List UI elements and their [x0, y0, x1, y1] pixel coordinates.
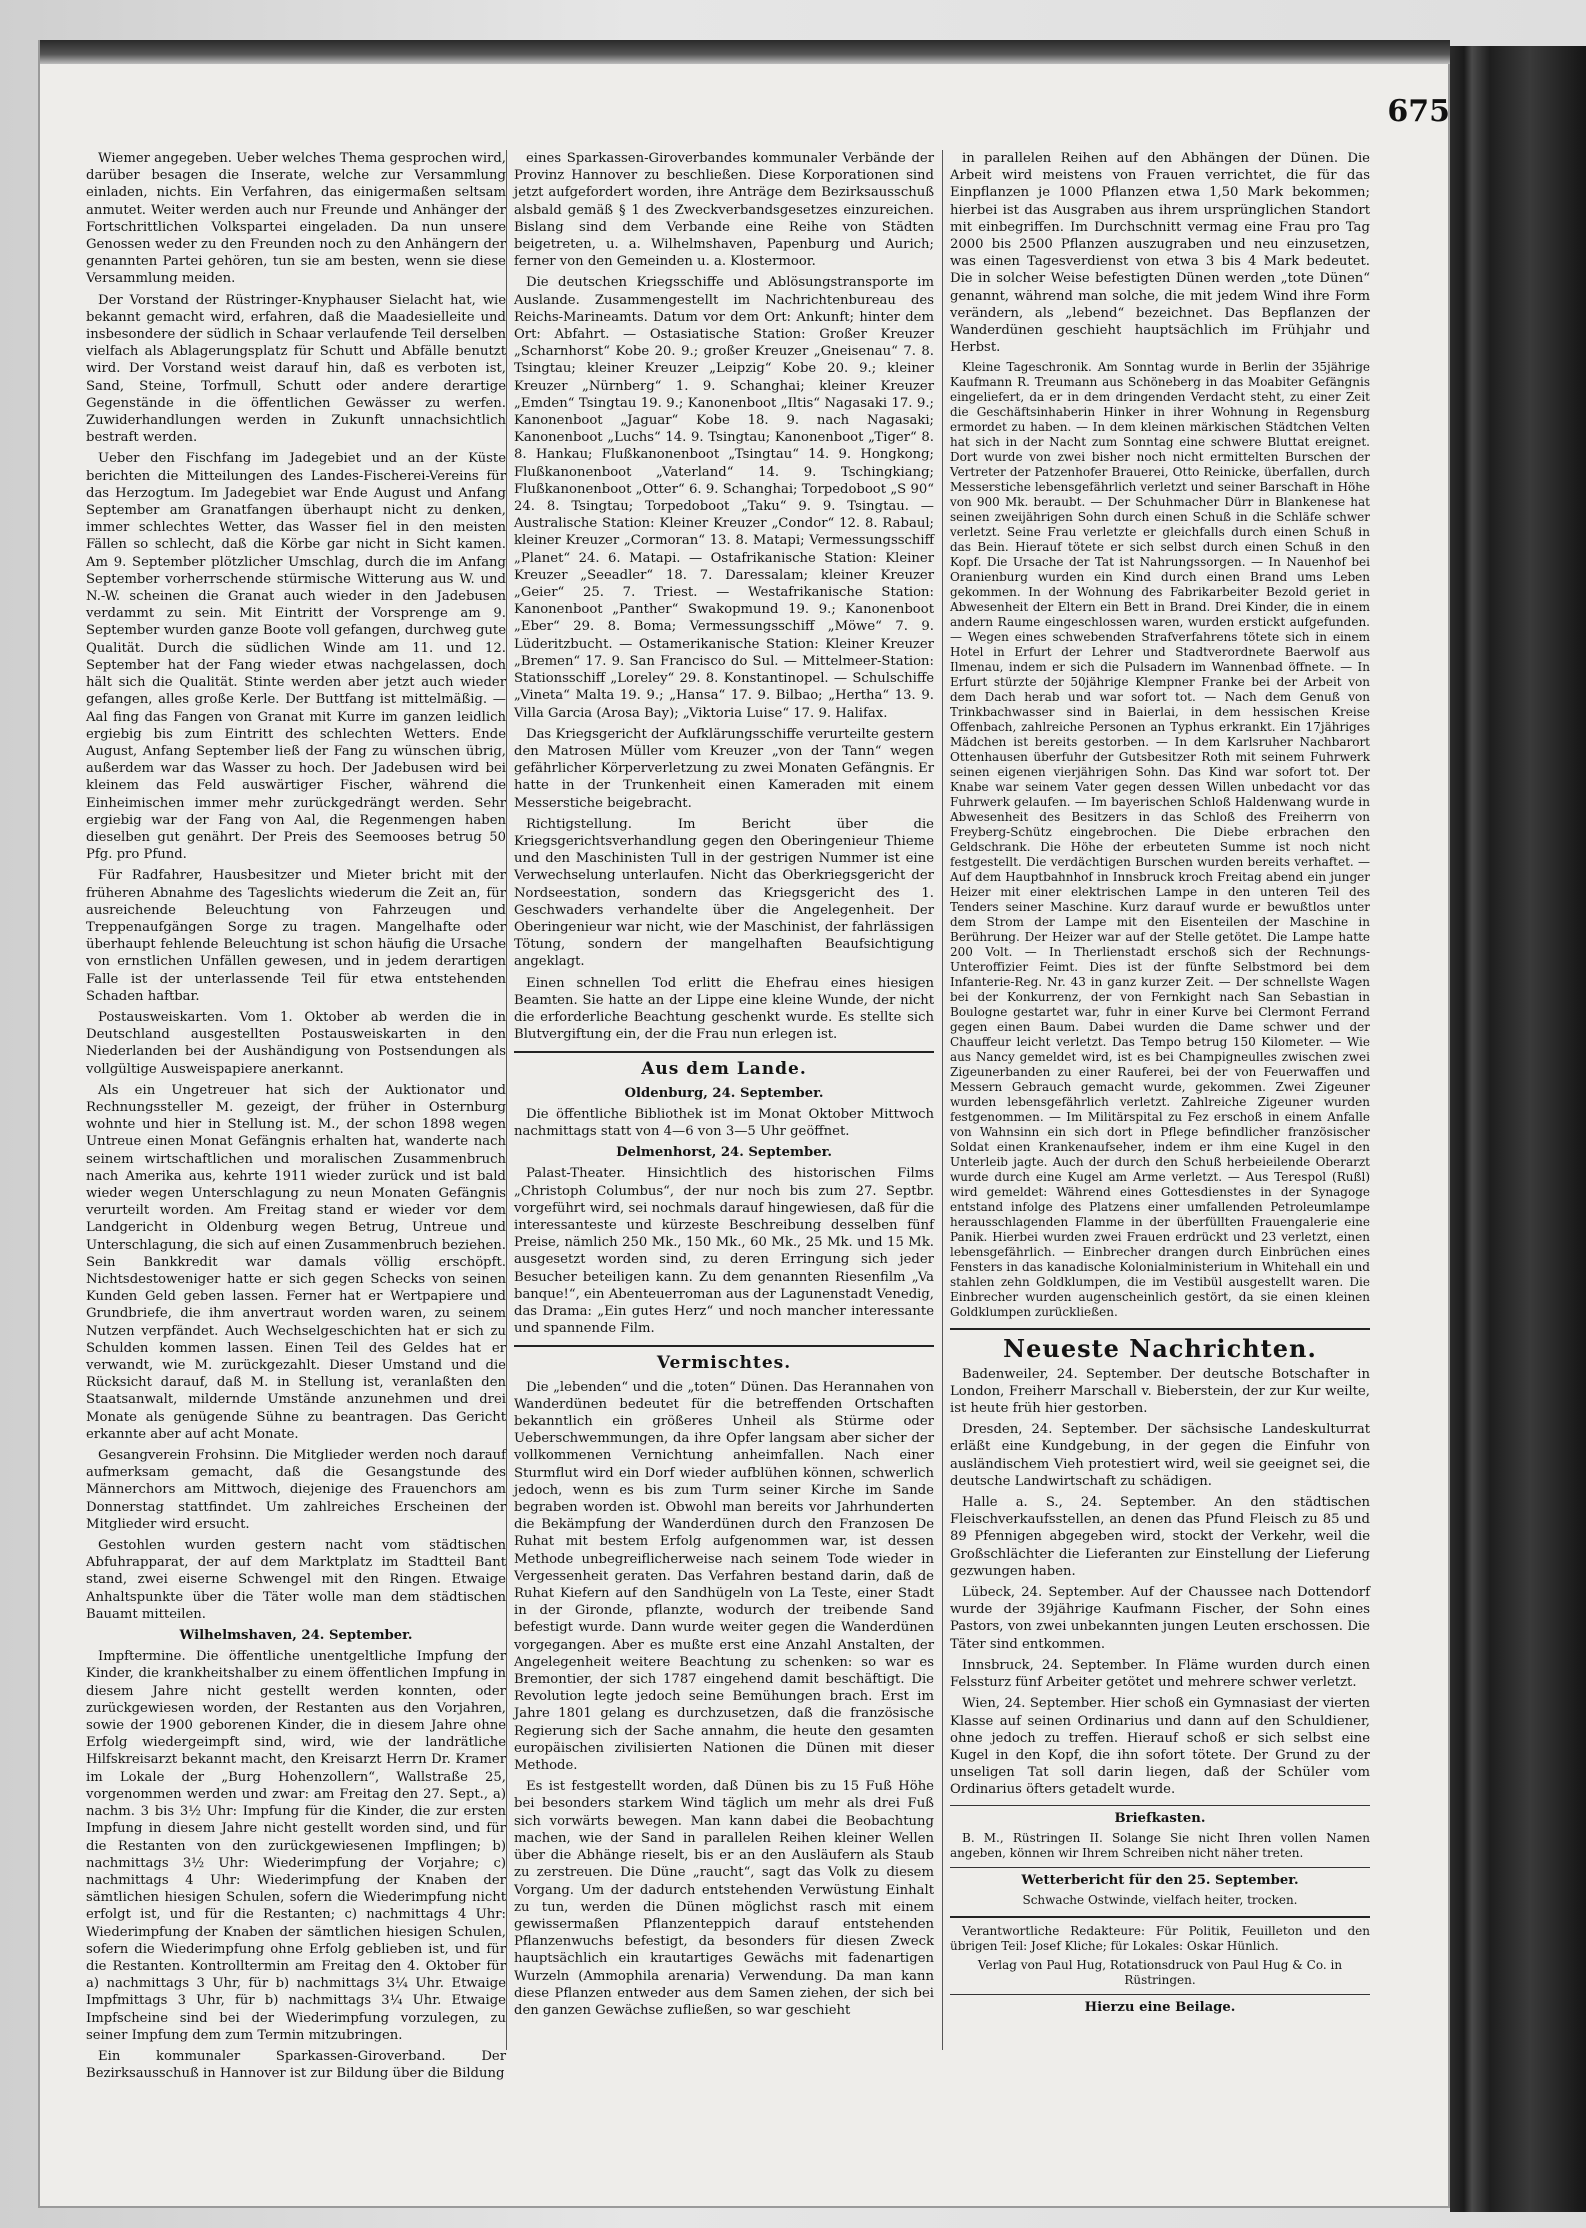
article-text: B. M., Rüstringen II. Solange Sie nicht Ihren vollen Namen angeben, können wir Ihrem Schreiben nicht näher treten.	[950, 1830, 1370, 1860]
article-text: Wiemer angegeben. Ueber welches Thema gesprochen wird, darüber besagen die Inserate, welche zur Versammlung einladen, nichts. Ein Verfahren, das einigermaßen seltsam anmutet. Weiter werden auch nur Freunde und Anhänger der Fortschrittlichen Volkspartei eingeladen. Da nun unsere Genossen weder zu den Freunden noch zu den Anhängern der genannten Partei gehören, tun sie am besten, wenn sie diese Versammlung meiden.	[86, 151, 506, 287]
imprint: Verantwortliche Redakteure: Für Politik, Feuilleton und den übrigen Teil: Josef Kliche; für Lokales: Oskar Hünlich.	[950, 1923, 1370, 1953]
article-text: Es ist festgestellt worden, daß Dünen bis zu 15 Fuß Höhe bei besonders starkem Wind täglich um mehr als drei Fuß sich vorwärts bewegen. Man kann dabei die Beobachtung machen, wie der Sand in parallelen Reihen kleiner Wellen über die Abhänge rieselt, bis er an den Ausläufern als Staub zu zerstreuen. Die Düne „raucht“, sagt das Volk zu diesem Vorgang. Um der dadurch entstehenden Verwüstung Einhalt zu tun, werden die Dünen möglichst rasch mit einem gewissermaßen Pflanzenteppich darauf entstehenden Pflanzenwuchs befestigt, da besonders für diesen Zweck hauptsächlich ein krautartiges Gewächs mit fadenartigen Wurzeln (Ammophila arenaria) Verwendung. Da man kann diese Pflanzen entweder aus dem Samen ziehen, der sich bei den ganzen Gewächse zufließen, so war geschieht	[514, 1779, 934, 2018]
dateline: Oldenburg, 24. September.	[624, 1085, 824, 1101]
section-rule	[950, 1994, 1370, 1995]
news-item: Wien, 24. September. Hier schoß ein Gymnasiast der vierten Klasse auf seinen Ordinarius und dann auf den Schuldiener, ohne jedoch zu treffen. Hierauf schoß er sich selbst eine Kugel in den Kopf, die ihn sofort tötete. Der Grund zu der unseligen Tat soll darin liegen, daß der Schüler vom Ordinarius öfters getadelt wurde.	[950, 1696, 1370, 1798]
section-heading: Neueste Nachrichten.	[1003, 1334, 1317, 1364]
article-text: Postausweiskarten. Vom 1. Oktober ab werden die in Deutschland ausgestellten Postausweiskarten in den Niederlanden bei der Aushändigung von Postsendungen als vollgültige Ausweispapiere anerkannt.	[86, 1009, 506, 1077]
column-2	[514, 150, 934, 2060]
page-number: 675	[1387, 94, 1450, 129]
article-text: Als ein Ungetreuer hat sich der Auktionator und Rechnungssteller M. gezeigt, der früher in Osternburg wohnte und hier in Stellung ist. M., der schon 1898 wegen Untreue einen Monat Gefängnis erhalten hat, wanderte nach seinem wirtschaftlichen und moralischen Zusammenbruch nach Amerika aus, kehrte 1911 wieder zurück und ist bald wieder wegen Unterschlagung zu neun Monaten Gefängnis verurteilt worden. Am Freitag stand er wieder vor dem Landgericht in Oldenburg wegen Betrug, Untreue und Unterschlagung, die sich auf einen Zusammenbruch beziehen. Sein Bankkredit war damals völlig erschöpft. Nichtsdestoweniger hatte er sich gegen Schecks von seinen Kunden Geld geben lassen. Ferner hat er Wertpapiere und Grundbriefe, die ihm anvertraut worden waren, zu seinem Nutzen verpfändet. Auch Wechselgeschichten hat er sich zu Schulden kommen lassen. Einen Teil des Geldes hat er verwandt, wie M. zurückgezahlt. Dieser Umstand und die Rücksicht darauf, daß M. in Stellung ist, veranlaßten den Staatsanwalt, mildernde Umstände anzunehmen und drei Monate als genügende Sühne zu beantragen. Das Gericht erkannte aber auf acht Monate.	[86, 1082, 506, 1442]
weather-text: Schwache Ostwinde, vielfach heiter, trocken.	[1022, 1892, 1298, 1907]
column-3	[950, 150, 1370, 2060]
article-text: Das Kriegsgericht der Aufklärungsschiffe verurteilte gestern den Matrosen Müller vom Kreuzer „von der Tann“ wegen gefährlicher Körperverletzung zu zwei Monaten Gefängnis. Er hatte in der Trunkenheit einen Kameraden mit einem Messerstiche beigebracht.	[514, 726, 934, 811]
column-1	[86, 150, 506, 2082]
section-rule	[950, 1805, 1370, 1806]
section-heading: Briefkasten.	[1114, 1810, 1206, 1826]
dateline: Delmenhorst, 24. September.	[616, 1145, 832, 1161]
article-text: Gesangverein Frohsinn. Die Mitglieder werden noch darauf aufmerksam gemacht, daß die Gesangstunde des Männerchors am Mittwoch, diejenige des Frauenchors am Donnerstag stattfindet. Um zahlreiches Erscheinen der Mitglieder wird ersucht.	[86, 1448, 506, 1532]
section-rule	[514, 1345, 934, 1347]
article-text: Für Radfahrer, Hausbesitzer und Mieter bricht mit der früheren Abnahme des Tageslichts wiederum die Zeit an, für ausreichende Beleuchtung von Fahrzeugen und Treppenaufgängen Sorge zu tragen. Mangelhafte oder überhaupt fehlende Beleuchtung ist schon häufig die Ursache von ernstlichen Unfällen gewesen, und in jedem derartigen Falle ist der unterlassende Teil für etwa entstehenden Schaden haftbar.	[86, 868, 506, 1004]
column-rule	[942, 150, 943, 2050]
article-text: Ein kommunaler Sparkassen-Giroverband. Der Bezirksausschuß in Hannover ist zur Bildung über die Bildung	[86, 2048, 506, 2082]
article-text: Die deutschen Kriegsschiffe und Ablösungstransporte im Auslande. Zusammengestellt im Nachrichtenbureau des Reichs-Marineamts. Datum vor dem Ort: Ankunft; hinter dem Ort: Abfahrt. — Ostasiatische Station: Großer Kreuzer „Scharnhorst“ Kobe 20. 9.; großer Kreuzer „Gneisenau“ 7. 8. Tsingtau; kleiner Kreuzer „Leipzig“ Kobe 20. 9.; kleiner Kreuzer „Nürnberg“ 1. 9. Schanghai; kleiner Kreuzer „Emden“ Tsingtau 19. 9.; Kanonenboot „Iltis“ Nagasaki 17. 9.; Kanonenboot „Jaguar“ Kobe 18. 9. nach Nagasaki; Kanonenboot „Luchs“ 14. 9. Tsingtau; Kanonenboot „Tiger“ 8. 8. Hankau; Flußkanonenboot „Tsingtau“ 14. 9. Hongkong; Flußkanonenboot „Vaterland“ 14. 9. Tschingkiang; Flußkanonenboot „Otter“ 6. 9. Schanghai; Torpedoboot „S 90“ 24. 8. Tsingtau; Torpedoboot „Taku“ 9. 9. Tsingtau. — Australische Station: Kleiner Kreuzer „Condor“ 12. 8. Rabaul; kleiner Kreuzer „Cormoran“ 13. 8. Matapi; Vermessungsschiff „Planet“ 24. 6. Matapi. — Ostafrikanische Station: Kleiner Kreuzer „Seeadler“ 18. 7. Daressalam; kleiner Kreuzer „Geier“ 25. 7. Triest. — Westafrikanische Station: Kanonenboot „Panther“ Swakopmund 19. 9.; Kanonenboot „Eber“ 29. 8. Boma; Vermessungsschiff „Möwe“ 7. 9. Lüderitzbucht. — Ostamerikanische Station: Kleiner Kreuzer „Bremen“ 17. 9. San Francisco do Sul. — Mittelmeer-Station: Stationsschiff „Loreley“ 29. 8. Konstantinopel. — Schulschiffe „Vineta“ Malta 19. 9.; „Hansa“ 17. 9. Bilbao; „Hertha“ 13. 9. Villa Garcia (Arosa Bay); „Viktoria Luise“ 17. 9. Halifax.	[514, 275, 934, 721]
news-item: Innsbruck, 24. September. In Fläme wurden durch einen Felssturz fünf Arbeiter getötet und mehrere schwer verletzt.	[950, 1657, 1370, 1691]
news-item: Dresden, 24. September. Der sächsische Landeskulturrat erläßt eine Kundgebung, in der gegen die Einfuhr von ausländischem Vieh protestiert wird, weil sie geeignet sei, die deutsche Landwirtschaft zu schädigen.	[950, 1422, 1370, 1489]
news-item: Halle a. S., 24. September. An den städtischen Fleischverkaufsstellen, an denen das Pfund Fleisch zu 85 und 89 Pfennigen abgegeben wird, stockt der Verkehr, weil die Großschlächter die Lieferanten zur Einstellung der Lieferung gezwungen haben.	[950, 1495, 1370, 1579]
section-rule	[514, 1051, 934, 1053]
article-text: Richtigstellung. Im Bericht über die Kriegsgerichtsverhandlung gegen den Oberingenieur Thieme und den Maschinisten Tull in der gestrigen Nummer ist eine Verwechselung unterlaufen. Nicht das Oberkriegsgericht der Nordseestation, sondern das Kriegsgericht des 1. Geschwaders verhandelte über die Angelegenheit. Der Oberingenieur war nicht, wie der Maschinist, der fahrlässigen Tötung, sondern der mangelhaften Beaufsichtigung angeklagt.	[514, 816, 934, 970]
article-text: Gestohlen wurden gestern nacht vom städtischen Abfuhrapparat, der auf dem Marktplatz im Stadtteil Bant stand, zwei eiserne Schwengel mit den Ringen. Etwaige Anhaltspunkte über die Täter wolle man dem städtischen Bauamt mitteilen.	[86, 1538, 506, 1622]
article-text: Palast-Theater. Hinsichtlich des historischen Films „Christoph Columbus“, der nur noch bis zum 27. Septbr. vorgeführt wird, sei nochmals darauf hingewiesen, daß für die interessanteste und kürzeste Beschreibung desselben fünf Preise, nämlich 250 Mk., 150 Mk., 60 Mk., 25 Mk. und 15 Mk. ausgesetzt worden sind, zu deren Erringung sich jeder Besucher beteiligen kann. Zu dem genannten Riesenfilm „Va banque!“, ein Abenteuerroman aus der Lagunenstadt Venedig, das Drama: „Ein gutes Herz“ und noch mancher interessante und spannende Film.	[514, 1166, 934, 1337]
article-text: Einen schnellen Tod erlitt die Ehefrau eines hiesigen Beamten. Sie hatte an der Lippe eine kleine Wunde, der nicht die erforderliche Beachtung geschenkt wurde. Es stellte sich Blutvergiftung ein, der die Frau nun erlegen ist.	[514, 975, 934, 1043]
news-item: Lübeck, 24. September. Auf der Chaussee nach Dottendorf wurde der 39jährige Kaufmann Fischer, der Sohn eines Pastors, von zwei unbekannten jungen Leuten erschossen. Die Täter sind entkommen.	[950, 1585, 1370, 1652]
article-text: Die „lebenden“ und die „toten“ Dünen. Das Herannahen von Wanderdünen bedeutet für die betreffenden Ortschaften bekanntlich ein größeres Unheil als Stürme oder Ueberschwemmungen, da ihre Opfer langsam aber sicher der vollkommenen Vernichtung anheimfallen. Nach einer Sturmflut wird ein Dorf wieder aufblühen können, schwerlich jedoch, wenn es bis zum Turm seiner Kirche im Sande begraben worden ist. Obwohl man bereits vor Jahrhunderten die Bekämpfung der Wanderdünen durch den Franzosen De Ruhat mit bestem Erfolg aufgenommen war, ist dessen Methode unbegreiflicherweise nach seinem Tode wieder in Vergessenheit geraten. Das Verfahren bestand darin, daß de Ruhat Kiefern auf den Sandhügeln von La Teste, einer Stadt in der Gironde, pflanzte, wodurch der treibende Sand befestigt wurde. Dann wurde weiter gegen die Wanderdünen vorgegangen. Aber es mußte erst eine Anzahl Anstalten, der Angelegenheit weitere Beachtung zu schenken: so war es Bremontier, der sich 1787 eingehend damit beschäftigt. Die Revolution legte jedoch seine Bemühungen brach. Erst im Jahre 1801 gelang es durchzusetzen, daß die französische Regierung sich der Sache annahm, die heute den gesamten europäischen zivilisierten Nationen die Dünen mit dieser Methode.	[514, 1379, 934, 1774]
news-item: Badenweiler, 24. September. Der deutsche Botschafter in London, Freiherr Marschall v. Bieberstein, der zur Kur weilte, ist heute früh hier gestorben.	[950, 1366, 1370, 1417]
book-binding-edge	[1450, 46, 1586, 2212]
column-rule	[506, 150, 507, 2050]
dateline: Wilhelmshaven, 24. September.	[179, 1628, 413, 1644]
section-rule	[950, 1867, 1370, 1868]
article-text: Der Vorstand der Rüstringer-Knyphauser Sielacht hat, wie bekannt gemacht wird, erfahren, daß die Maadesielleite und insbesondere der südlich in Schaar verlaufende Teil derselben vielfach als Ablagerungsplatz für Schutt und Abfälle benutzt wird. Der Vorstand weist darauf hin, daß es verboten ist, Sand, Steine, Torfmull, Schutt oder andere derartige Gegenstände in die öffentlichen Gewässer zu werfen. Zuwiderhandlungen werden in Zukunft unnachsichtlich bestraft werden.	[86, 292, 506, 446]
section-rule	[950, 1916, 1370, 1918]
article-text: Impftermine. Die öffentliche unentgeltliche Impfung der Kinder, die krankheitshalber zu einem öffentlichen Impfung in diesem Jahre nicht gestellt werden konnten, oder zurückgewiesen worden, der Restanten aus den Vorjahren, sowie der 1900 geborenen Kinder, die in diesem Jahre ohne Erfolg wiedergeimpft sind, wird, wie der landrätliche Hilfskreisarzt bekannt macht, den Kreisarzt Herrn Dr. Kramer im Lokale der „Burg Hohenzollern“, Wallstraße 25, vorgenommen werden und zwar: am Freitag den 27. Sept., a) nachm. 3 bis 3½ Uhr: Impfung für die Kinder, die zur ersten Impfung in diesem Jahre nicht gestellt worden sind, und für die Restanten von den zurückgewiesenen Impflingen; b) nachmittags 3½ Uhr: Wiederimpfung der Vorjahre; c) nachmittags 4 Uhr: Wiederimpfung der Knaben der sämtlichen hiesigen Schulen, sofern die Wiederimpfung nicht erfolgt ist, und für die Restanten; c) nachmittags 4 Uhr: Wiederimpfung der Knaben der sämtlichen hiesigen Schulen, sofern die Wiederimpfung ohne Erfolg geblieben ist, und für die Restanten. Kontrolltermin am Freitag den 4. Oktober für a) nachmittags 3 Uhr, für b) nachmittags 3¼ Uhr. Etwaige Impfmittags 3 Uhr, für b) nachmittags 3¼ Uhr. Etwaige Impfscheine sind bei der Wiederimpfung vorzulegen, zu seiner Impfung dem zum Termin mitzubringen.	[86, 1649, 506, 2043]
page-top-edge	[40, 40, 1450, 64]
article-text: in parallelen Reihen auf den Abhängen der Dünen. Die Arbeit wird meistens von Frauen verrichtet, die für das Einpflanzen je 1000 Pflanzen etwa 1,50 Mark bekommen; hierbei ist das Ausgraben aus ihrem ursprünglichen Standort mit einbegriffen. Im Durchschnitt vermag eine Frau pro Tag 2000 bis 2500 Pflanzen auszugraben und neu einzusetzen, was einen Tagesverdienst von etwa 3 bis 4 Mark bedeutet. Die in solcher Weise befestigten Dünen werden „tote Dünen“ genannt, während man solche, die mit jedem Wind ihre Form verändern, als „lebend“ bezeichnet. Das Bepflanzen der Wanderdünen geschieht hauptsächlich im Frühjahr und Herbst.	[950, 151, 1370, 356]
section-heading: Aus dem Lande.	[641, 1059, 807, 1080]
section-heading: Vermischtes.	[656, 1353, 792, 1374]
section-rule	[950, 1328, 1370, 1330]
section-heading: Wetterbericht für den 25. September.	[1021, 1872, 1299, 1888]
supplement-note: Hierzu eine Beilage.	[1084, 1999, 1236, 2015]
imprint: Verlag von Paul Hug, Rotationsdruck von Paul Hug & Co. in Rüstringen.	[977, 1957, 1343, 1987]
article-text: Ueber den Fischfang im Jadegebiet und an der Küste berichten die Mitteilungen des Landes-Fischerei-Vereins für das Herzogtum. Im Jadegebiet war Ende August und Anfang September am Granatfangen überhaupt nicht zu denken, immer schlechtes Wetter, das Wasser fiel in den meisten Fällen so schlecht, daß die Körbe gar nicht in Sicht kamen. Am 9. September plötzlicher Umschlag, durch die im Anfang September vorherrschende stürmische Witterung aus W. und N.-W. scheinen die Granat auch wieder in den Jadebusen verdammt zu sein. Mit Eintritt der Vorsprenge am 9. September wurden ganze Boote voll gefangen, durchweg gute Qualität. Durch die südlichen Winde am 11. und 12. September hat der Fang wieder etwas nachgelassen, doch hält sich die Qualität. Stinte werden aber jetzt auch wieder gefangen, alles große Kerle. Der Buttfang ist mittelmäßig. — Aal fing das Fangen von Granat mit Kurre im ganzen leidlich ergiebig bis zum Eintritt des schlechten Wetters. Ende August, Anfang September ließ der Fang zu wünschen übrig, außerdem war das Wasser zu hoch. Der Jadebusen wird bei kleinem das Feld auswärtiger Fischer, während die Einheimischen immer mehr zurückgedrängt werden. Sehr ergiebig war der Fang von Aal, die Regenmengen haben dieselben gut genährt. Der Preis des Seemooses betrug 50 Pfg. pro Pfund.	[86, 451, 506, 863]
article-text: eines Sparkassen-Giroverbandes kommunaler Verbände der Provinz Hannover zu beschließen. Diese Korporationen sind jetzt aufgefordert worden, ihre Anträge dem Bezirksausschuß alsbald gemäß § 1 des Zweckverbandsgesetzes einzureichen. Bislang sind dem Verbande eine Reihe von Städten beigetreten, u. a. Wilhelmshaven, Papenburg und Aurich; ferner von den Gemeinden u. a. Klostermoor.	[514, 151, 934, 270]
article-text: Kleine Tageschronik. Am Sonntag wurde in Berlin der 35jährige Kaufmann R. Treumann aus Schöneberg in das Moabiter Gefängnis eingeliefert, da er in dem dringenden Verdacht steht, zu einer Zeit die Geschäftsinhaberin Hinker in ihrer Wohnung in Regensburg ermordet zu haben. — In dem kleinen märkischen Städtchen Velten hat sich in der Nacht zum Sonntag eine schwere Bluttat ereignet. Dort wurde von zwei bisher noch nicht ermittelten Burschen der Vertreter der Patzenhofer Brauerei, Otto Reinicke, überfallen, durch Messerstiche lebensgefährlich verletzt und seiner Barschaft in Höhe von 900 Mk. beraubt. — Der Schuhmacher Dürr in Blankenese hat seinen zweijährigen Sohn durch einen Schuß in die Schläfe schwer verletzt. Seine Frau verletzte er gleichfalls durch einen Schuß in das Bein. Hierauf tötete er sich selbst durch einen Schuß in den Kopf. Die Ursache der Tat ist Nahrungssorgen. — In Nauenhof bei Oranienburg wurden ein Kind durch einen Brand ums Leben gekommen. In der Wohnung des Fabrikarbeiter Bezold geriet in Abwesenheit der Eltern ein Bett in Brand. Drei Kinder, die in einem andern Raume eingeschlossen waren, wurden erstickt aufgefunden. — Wegen eines schwebenden Strafverfahrens tötete sich in einem Hotel in Erfurt der Lehrer und Stadtverordnete Baerwolf aus Ilmenau, indem er sich die Pulsadern im Wannenbad öffnete. — In Erfurt stürzte der 50jährige Klempner Franke bei der Arbeit von dem Dach herab und war sofort tot. — Nach dem Genuß von Trinkbachwasser sind in Baierlai, in dem hessischen Kreise Offenbach, zahlreiche Personen an Typhus erkrankt. Ein 17jähriges Mädchen ist bereits gestorben. — In dem Karlsruher Nachbarort Ottenhausen überfuhr der Gutsbesitzer Roth mit seinem Fuhrwerk seinen eigenen vierjährigen Sohn. Das Kind war sofort tot. Der Knabe war seinem Vater gegen dessen Willen unbedacht vor das Fuhrwerk gelaufen. — Im bayerischen Schloß Haldenwang wurde in Abwesenheit des Besitzers in das Schloß des Freiherrn von Freyberg-Schütz eingebrochen. Die Diebe erbrachen den Geldschrank. Die Höhe der erbeuteten Summe ist noch nicht festgestellt. Die verdächtigen Burschen wurden bereits verhaftet. — Auf dem Hauptbahnhof in Innsbruck kroch Freitag abend ein junger Heizer mit einer elektrischen Lampe in den unteren Teil des Tenders seiner Maschine. Kurz darauf wurde er bewußtlos unter dem Strom der Lampe mit den Eisenteilen der Maschine in Berührung. Der Heizer war auf der Stelle getötet. Die Lampe hatte 200 Volt. — In Therlienstadt erschoß sich der Rechnungs-Unteroffizier Feimt. Dies ist der fünfte Selbstmord bei dem Infanterie-Reg. Nr. 43 in ganz kurzer Zeit. — Der schnellste Wagen bei der Konkurrenz, der von Fernkight nach San Sebastian in Boulogne gestartet war, fuhr in einer Kurve bei Clermont Ferrand gegen einen Baum. Dabei wurden die Dame schwer und der Chauffeur leicht verletzt. Das Tempo betrug 150 Kilometer. — Wie aus Nancy gemeldet wird, ist es bei Champigneulles zwischen zwei Zigeunerbanden zu einer Rauferei, bei der von Feuerwaffen und Messern Gebrauch gemacht wurde, gekommen. Zwei Zigeuner wurden lebensgefährlich verletzt. Zahlreiche Zigeuner wurden festgenommen. — Im Militärspital zu Fez erschoß in einem Anfalle von Wahnsinn ein sich dort in Pflege befindlicher französischer Soldat einen Krankenaufseher, indem er ihm eine Kugel in den Unterleib jagte. Auch der durch den Schuß herbeieilende Oberarzt wurde durch eine Kugel am Arme verletzt. — Aus Terespol (Rußl) wird gemeldet: Während eines Gottesdienstes in der Synagoge entstand infolge des Platzens einer umfallenden Petroleumlampe herausschlagenden Flamme in der überfüllten Frauengalerie eine Panik. Hierbei wurden zwei Frauen erdrückt und 23 verletzt, einen lebensgefährlich. — Einbrecher drangen durch Einbrüchen eines Fensters in das kanadische Kolonialministerium in Whitehall ein und stahlen zehn Goldklumpen, die im Vestibül ausgestellt waren. Die Einbrecher wurden augenscheinlich gestört, da sie einen kleinen Goldklumpen zurückließen.	[950, 360, 1370, 1320]
article-text: Die öffentliche Bibliothek ist im Monat Oktober Mittwoch nachmittags statt von 4—6 von 3—5 Uhr geöffnet.	[514, 1106, 934, 1139]
